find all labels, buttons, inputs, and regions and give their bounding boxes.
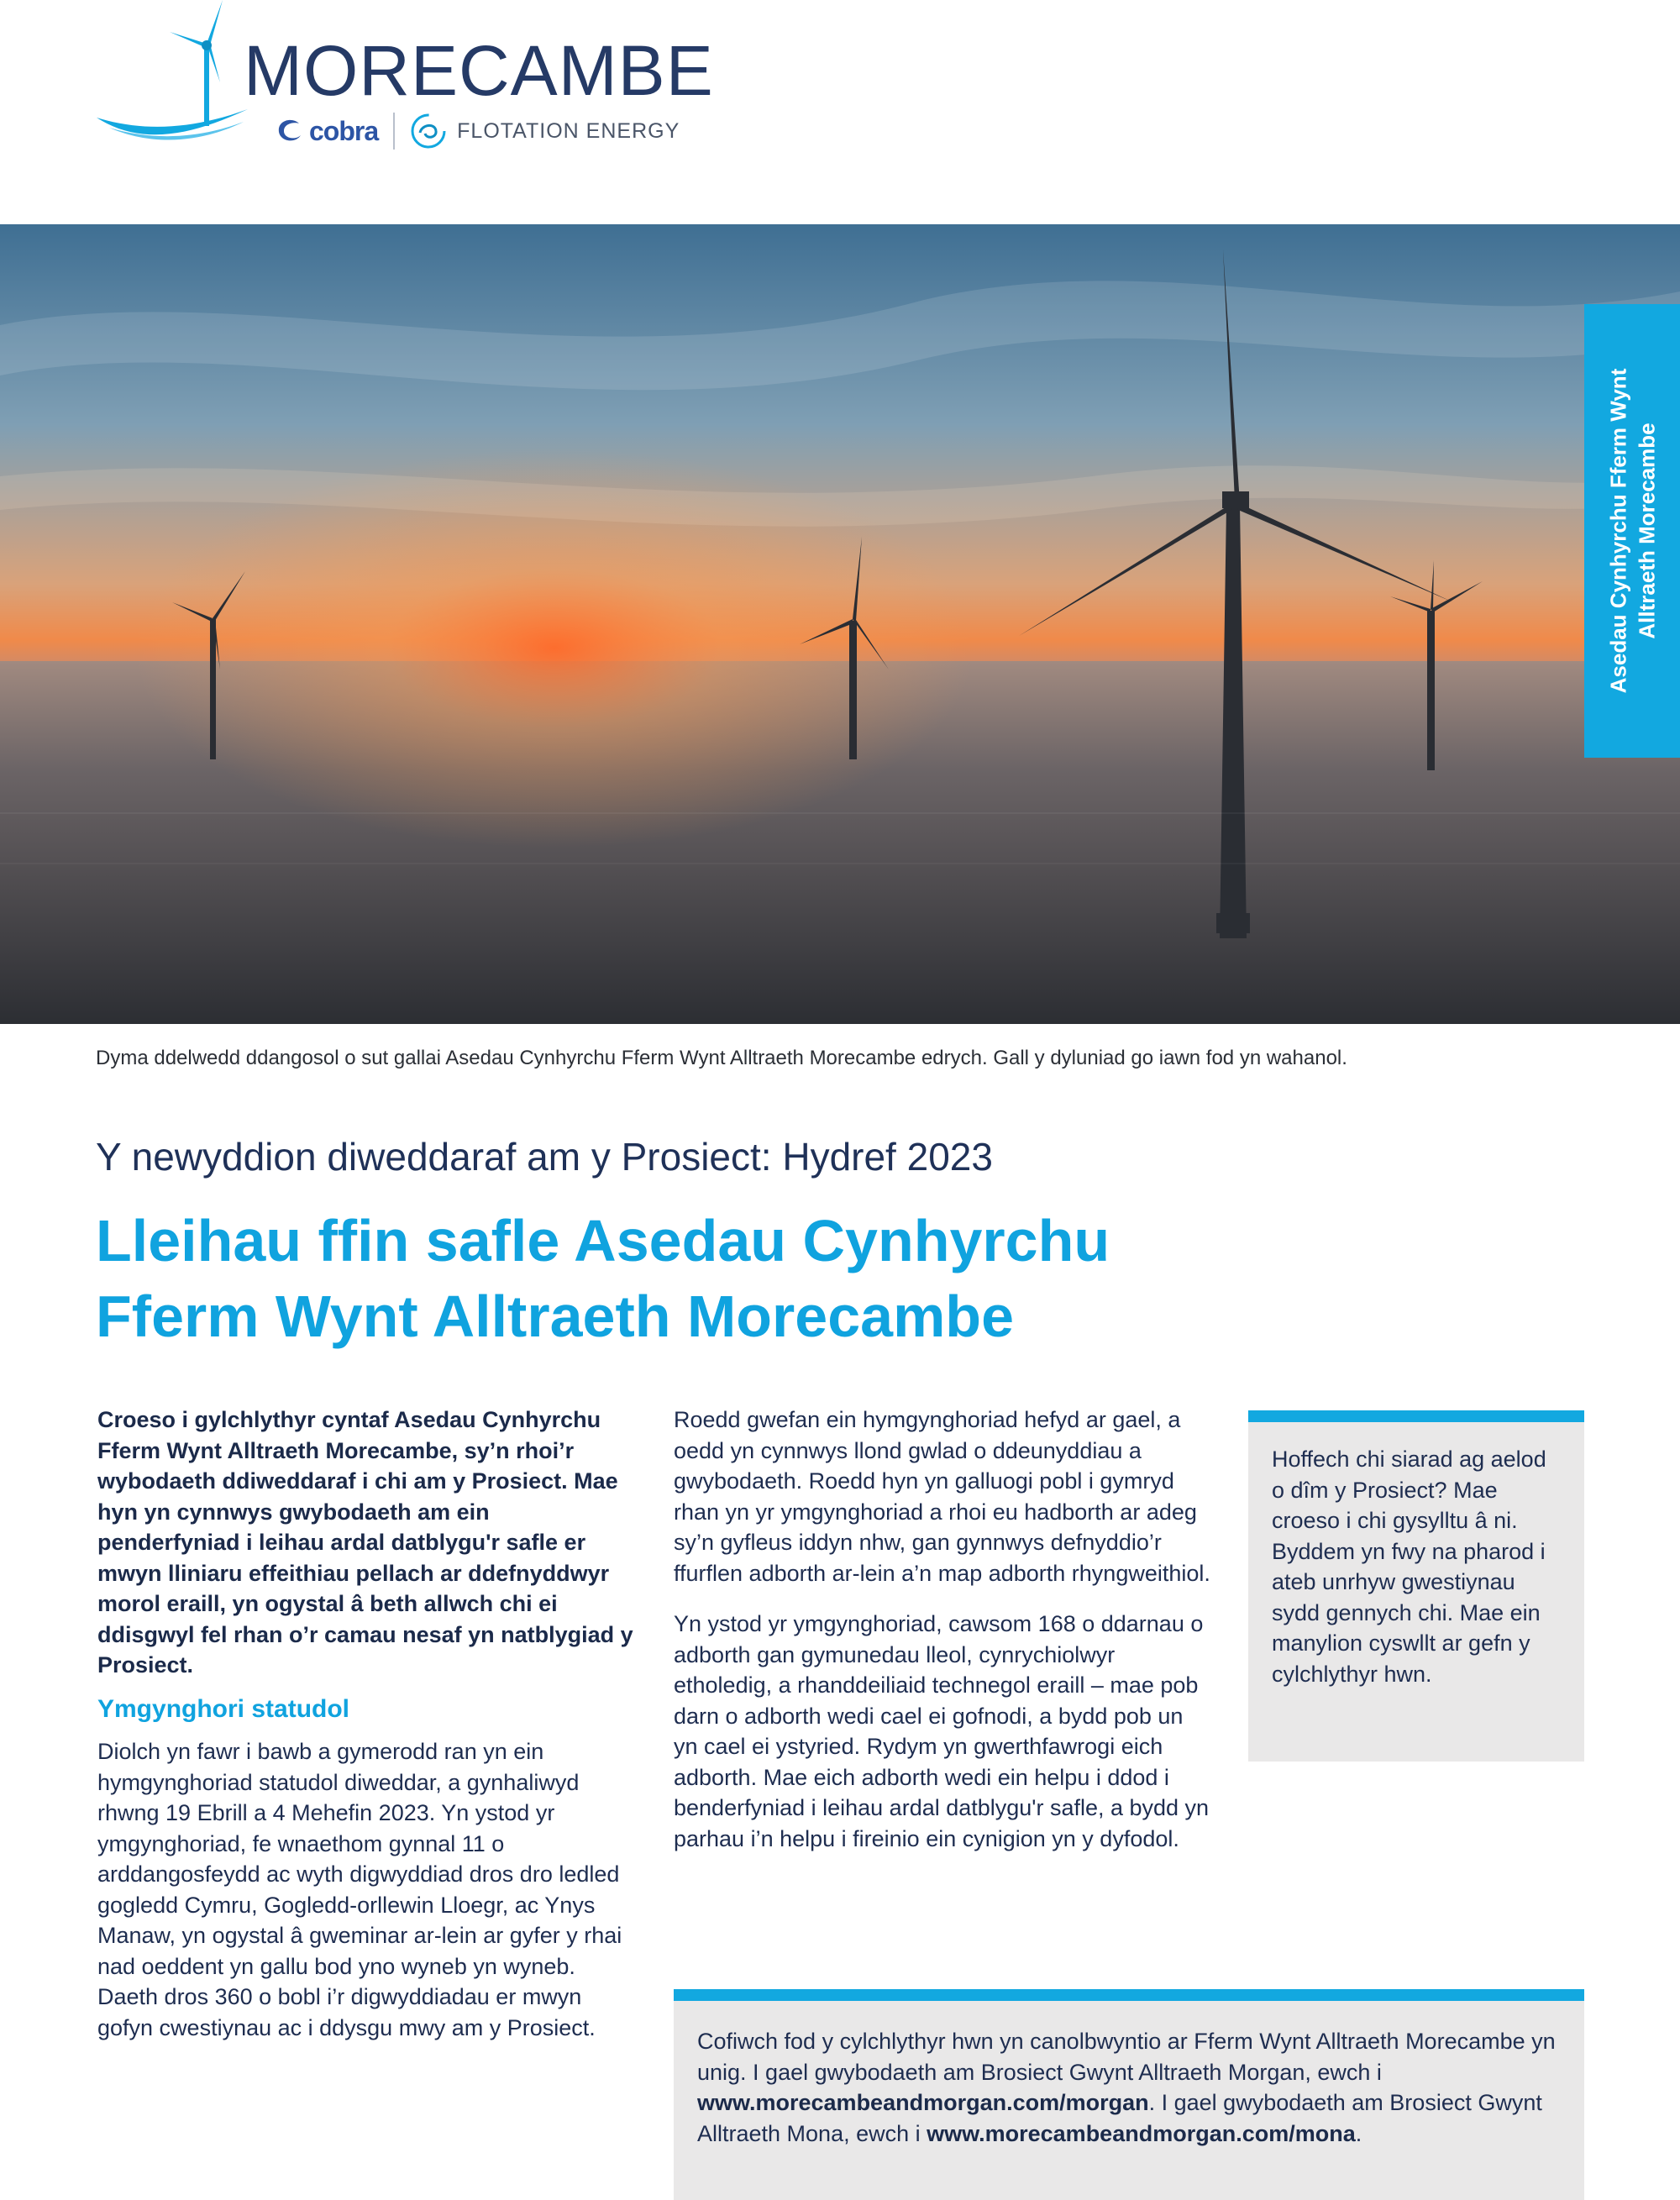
logo-title: MORECAMBE — [244, 31, 714, 110]
side-tab-line-1: Asedau Cynhyrchu Fferm Wynt — [1605, 368, 1631, 694]
morgan-link[interactable]: www.morecambeandmorgan.com/morgan — [697, 2090, 1149, 2115]
mona-link[interactable]: www.morecambeandmorgan.com/mona — [927, 2120, 1356, 2146]
note-text-3: . — [1355, 2120, 1362, 2146]
contact-callout-text: Hoffech chi siarad ag aelod o dîm y Prosiect? Mae croeso i chi gysylltu â ni. Byddem yn fwy na pharod i ateb unrhyw gwestiynau sydd gennych chi. Mae ein manylion cyswllt ar gefn y cylchlythyr hwn. — [1272, 1447, 1546, 1687]
headline-line-1: Lleihau ffin safle Asedau Cynhyrchu — [96, 1208, 1110, 1273]
left-column — [97, 1405, 635, 2043]
note-callout — [674, 1989, 1584, 2200]
website-paragraph: Roedd gwefan ein hymgynghoriad hefyd ar gael, a oedd yn cynnwys llond gwlad o ddeunyddiau a gwybodaeth. Roedd hyn yn galluogi pobl i gymryd rhan yn yr ymgynghoriad a rhoi eu hadborth ar adeg sy’n gyfleus iddyn nhw, gan gynnwys defnyddio’r ffurflen adborth ar-lein a’n map adborth rhyngweithiol. — [674, 1407, 1210, 1586]
partner-divider — [393, 113, 395, 150]
contact-callout — [1248, 1410, 1584, 1762]
offshore-wind-turbines-image — [0, 224, 1680, 1024]
flotation-energy-label: FLOTATION ENERGY — [457, 118, 680, 143]
newsletter-kicker: Y newyddion diweddaraf am y Prosiect: Hydref 2023 — [96, 1135, 993, 1179]
wind-turbine-logo-icon — [92, 0, 252, 147]
side-tab-text — [1604, 369, 1661, 694]
headline-line-2: Fferm Wynt Alltraeth Morecambe — [96, 1284, 1014, 1349]
image-caption: Dyma ddelwedd ddangosol o sut gallai Asedau Cynhyrchu Fferm Wynt Alltraeth Morecambe edrych. Gall y dyluniad go iawn fod yn wahanol. — [96, 1047, 1347, 1069]
flotation-spiral-icon — [410, 113, 447, 150]
hero-photo — [0, 224, 1680, 1024]
middle-column — [674, 1405, 1211, 1854]
partner-logos — [276, 113, 680, 150]
morecambe-logo — [92, 0, 714, 151]
side-tab-line-2: Alltraeth Morecambe — [1634, 423, 1660, 639]
feedback-paragraph: Yn ystod yr ymgynghoriad, cawsom 168 o ddarnau o adborth gan gymunedau lleol, cynrychiolwyr etholedig, a rhanddeiliaid technegol eraill – mae pob darn o adborth wedi cael ei gofnodi, a bydd pob un yn cael ei ystyried. Rydym yn gwerthfawrogi eich adborth. Mae eich adborth wedi ein helpu i ddod i benderfyniad i leihau ardal datblygu'r safle, a bydd yn parhau i’n helpu i fireinio ein cynigion yn y dyfodol. — [674, 1611, 1210, 1851]
cobra-logo — [276, 116, 378, 147]
note-text-2: . I gael gwybodaeth am Brosiect Gwynt Alltraeth Mona, ewch i — [697, 2090, 1542, 2146]
section-subheading: Ymgynghori statudol — [97, 1694, 349, 1723]
note-callout-text — [697, 2026, 1561, 2149]
cobra-label: cobra — [309, 115, 379, 146]
lead-paragraph: Croeso i gylchlythyr cyntaf Asedau Cynhyrchu Fferm Wynt Alltraeth Morecambe, sy’n rhoi’r wybodaeth ddiweddaraf i chi am y Prosiect. Mae hyn yn cynnwys gwybodaeth am ein penderfyniad i leihau ardal datblygu'r safle er mwyn lliniaru effeithiau pellach ar ddefnyddwyr morol eraill, yn ogystal â beth allwch chi ei ddisgwyl fel rhan o’r camau nesaf yn natblygiad y Prosiect. — [97, 1407, 633, 1678]
consultation-paragraph: Diolch yn fawr i bawb a gymerodd ran yn ein hymgynghoriad statudol diweddar, a gynhaliwyd rhwng 19 Ebrill a 4 Mehefin 2023. Yn ystod yr ymgynghoriad, fe wnaethom gynnal 11 o arddangosfeydd ac wyth digwyddiad dros dro ledled gogledd Cymru, Gogledd-orllewin Lloegr, ac Ynys Manaw, yn ogystal â gweminar ar-lein ar gyfer y rhai nad oeddent yn gallu bod yno wyneb yn wyneb. Daeth dros 360 o bobl i’r digwyddiadau er mwyn gofyn cwestiynau ac i ddysgu mwy am y Prosiect. — [97, 1739, 622, 2040]
flotation-energy-logo — [410, 113, 680, 150]
side-tab — [1584, 304, 1680, 758]
page-title — [96, 1203, 1524, 1354]
note-text-1: Cofiwch fod y cylchlythyr hwn yn canolbwyntio ar Fferm Wynt Alltraeth Morecambe yn unig. I gael gwybodaeth am Brosiect Gwynt Alltraeth Morgan, ewch i — [697, 2029, 1556, 2085]
cobra-swirl-icon — [276, 118, 304, 144]
